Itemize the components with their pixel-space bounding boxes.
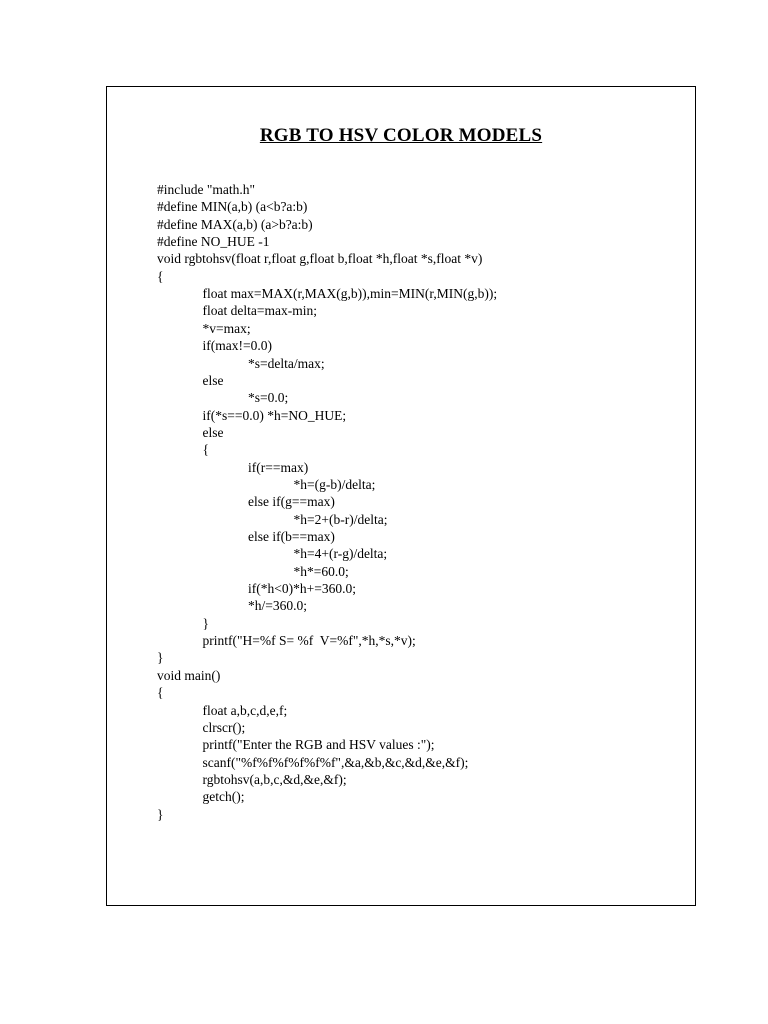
code-line: clrscr(); [202,719,246,735]
code-line: void rgbtohsv(float r,float g,float b,float *h,float *s,float *v) [157,251,483,267]
code-line: *v=max; [202,320,251,336]
code-line: getch(); [202,789,245,805]
code-line: *h=4+(r-g)/delta; [293,546,388,562]
code-line: #define NO_HUE -1 [157,234,270,250]
code-line: *h=2+(b-r)/delta; [293,511,388,527]
code-line: *s=0.0; [248,390,289,406]
code-line: { [202,442,209,458]
code-line: #define MIN(a,b) (a<b?a:b) [157,199,308,215]
code-line: else if(b==max) [248,529,335,544]
code-line: else if(g==max) [248,494,335,510]
code-line: float delta=max-min; [202,303,317,319]
code-line: if(*h<0)*h+=360.0; [248,581,356,597]
code-line: #include "math.h" [157,182,256,197]
code-line: if(*s==0.0) *h=NO_HUE; [202,407,347,423]
code-line: scanf("%f%f%f%f%f%f",&a,&b,&c,&d,&e,&f); [202,754,469,770]
code-line: } [202,615,209,631]
code-line: else [202,372,224,388]
code-line: if(max!=0.0) [202,338,272,354]
code-line: *h*=60.0; [293,563,349,579]
code-line: else [202,424,224,440]
code-line: #define MAX(a,b) (a>b?a:b) [157,216,313,232]
code-line: float max=MAX(r,MAX(g,b)),min=MIN(r,MIN(g,b)); [202,286,498,302]
code-line: *s=delta/max; [248,355,325,371]
code-line: { [157,268,164,284]
code-line: rgbtohsv(a,b,c,&d,&e,&f); [202,771,347,787]
code-line: printf("Enter the RGB and HSV values :"); [202,737,435,753]
code-line: *h=(g-b)/delta; [293,476,376,492]
code-line: float a,b,c,d,e,f; [202,702,288,718]
code-line: { [157,685,164,701]
code-line: *h/=360.0; [248,598,307,614]
code-line: if(r==max) [248,459,309,475]
document-page [106,86,696,906]
document-title: RGB TO HSV COLOR MODELS [259,125,543,146]
code-line: } [157,650,164,666]
code-line: } [157,806,164,822]
code-line: void main() [157,667,221,683]
code-line: printf("H=%f S= %f V=%f",*h,*s,*v); [202,633,416,649]
